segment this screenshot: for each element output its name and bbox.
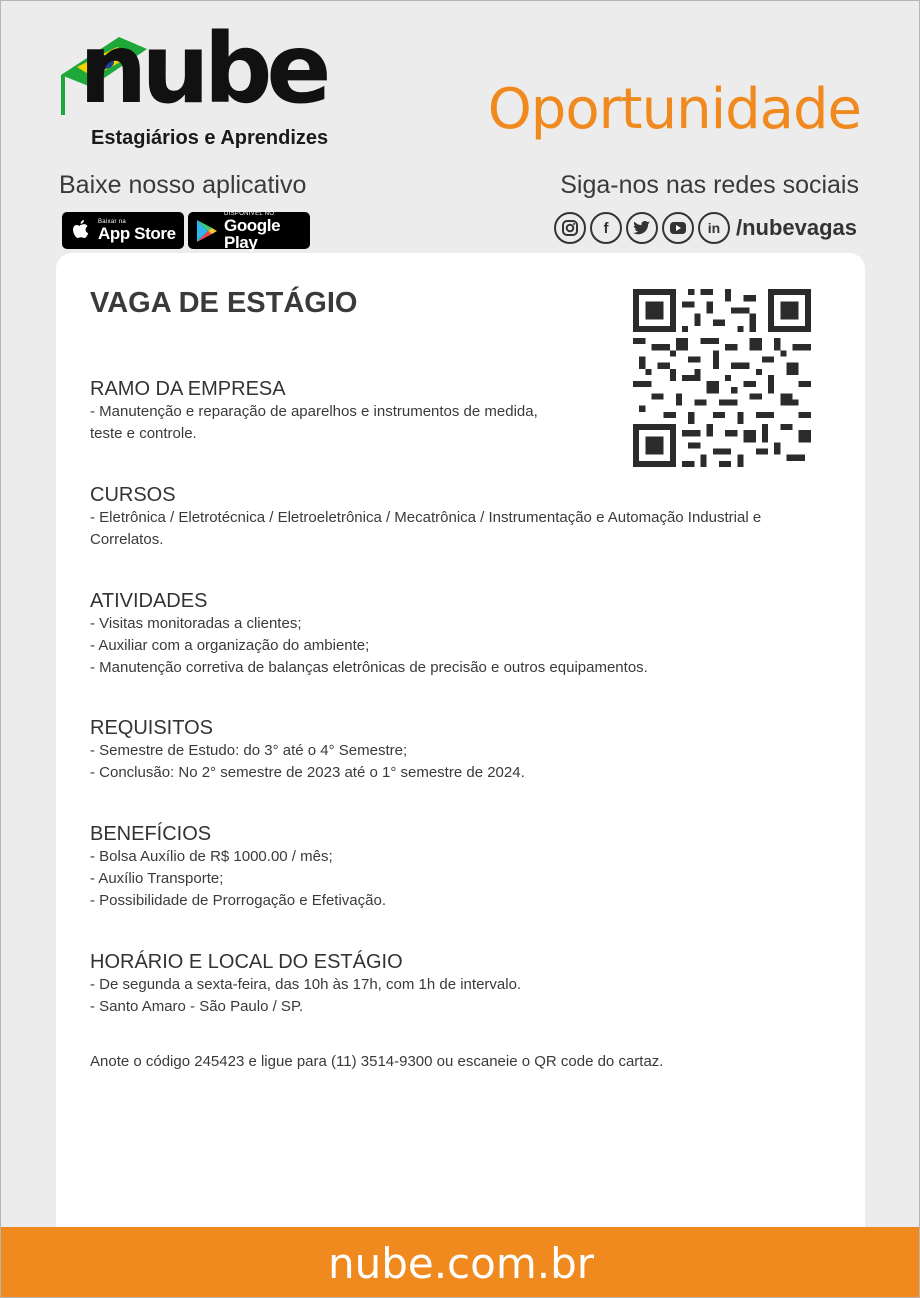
brand-tagline: Estagiários e Aprendizes <box>91 127 329 149</box>
section-line: - Semestre de Estudo: do 3° até o 4° Semestre; <box>90 742 408 759</box>
section-heading: ATIVIDADES <box>90 590 208 612</box>
section-horario-local <box>90 950 810 1018</box>
brand-wordmark: nube <box>79 13 326 125</box>
job-title: VAGA DE ESTÁGIO <box>90 287 358 319</box>
contact-note: Anote o código 245423 e ligue para (11) 3514-9300 ou escaneie o QR code do cartaz. <box>90 1053 664 1070</box>
google-play-icon <box>194 218 218 244</box>
headline: Oportunidade <box>487 77 861 142</box>
section-line: - Bolsa Auxílio de R$ 1000.00 / mês; <box>90 848 333 865</box>
section-line: - Visitas monitoradas a clientes; <box>90 615 302 632</box>
twitter-icon[interactable] <box>626 212 658 244</box>
section-line: - Auxiliar com a organização do ambiente; <box>90 637 370 654</box>
section-line: - Manutenção corretiva de balanças eletrônicas de precisão e outros equipamentos. <box>90 659 648 676</box>
app-store-small-text: Baixar na <box>98 219 127 225</box>
section-atividades <box>90 589 810 679</box>
job-card <box>56 253 865 1243</box>
linkedin-icon[interactable]: in <box>698 212 730 244</box>
facebook-icon[interactable]: f <box>590 212 622 244</box>
qr-code-icon[interactable] <box>633 289 811 467</box>
section-cursos <box>90 483 810 551</box>
nube-logo <box>57 13 347 153</box>
section-ramo-empresa <box>90 377 560 445</box>
instagram-icon[interactable] <box>554 212 586 244</box>
section-line: - Manutenção e reparação de aparelhos e instrumentos de medida, teste e controle. <box>90 403 538 442</box>
section-beneficios <box>90 822 810 912</box>
footer-bar <box>1 1227 920 1298</box>
google-play-big-text: Google Play <box>224 215 281 252</box>
google-play-button[interactable] <box>188 210 310 252</box>
website-link[interactable]: nube.com.br <box>327 1238 595 1288</box>
section-heading: CURSOS <box>90 484 176 506</box>
section-line: - De segunda a sexta-feira, das 10h às 17h, com 1h de intervalo. <box>90 976 522 993</box>
section-heading: RAMO DA EMPRESA <box>90 378 286 400</box>
app-store-button[interactable] <box>62 212 184 249</box>
section-line: - Santo Amaro - São Paulo / SP. <box>90 998 304 1015</box>
app-store-big-text: App Store <box>98 224 176 243</box>
section-heading: BENEFÍCIOS <box>90 823 212 845</box>
section-line: - Auxílio Transporte; <box>90 870 224 887</box>
social-links <box>554 212 857 244</box>
section-heading: HORÁRIO E LOCAL DO ESTÁGIO <box>90 951 403 973</box>
section-heading: REQUISITOS <box>90 717 213 739</box>
apple-icon <box>68 218 92 244</box>
youtube-icon[interactable] <box>662 212 694 244</box>
social-follow-label: Siga-nos nas redes sociais <box>560 171 859 199</box>
social-handle[interactable]: /nubevagas <box>735 215 857 240</box>
section-requisitos <box>90 716 810 784</box>
google-play-small-text: DISPONÍVEL NO <box>224 210 275 217</box>
section-line: - Conclusão: No 2° semestre de 2023 até o 1° semestre de 2024. <box>90 764 525 781</box>
section-line: - Eletrônica / Eletrotécnica / Eletroeletrônica / Mecatrônica / Instrumentação e Automação Industrial e Correlatos. <box>90 509 762 548</box>
store-badges <box>62 210 310 252</box>
section-line: - Possibilidade de Prorrogação e Efetivação. <box>90 892 387 909</box>
app-download-label: Baixe nosso aplicativo <box>59 171 307 199</box>
